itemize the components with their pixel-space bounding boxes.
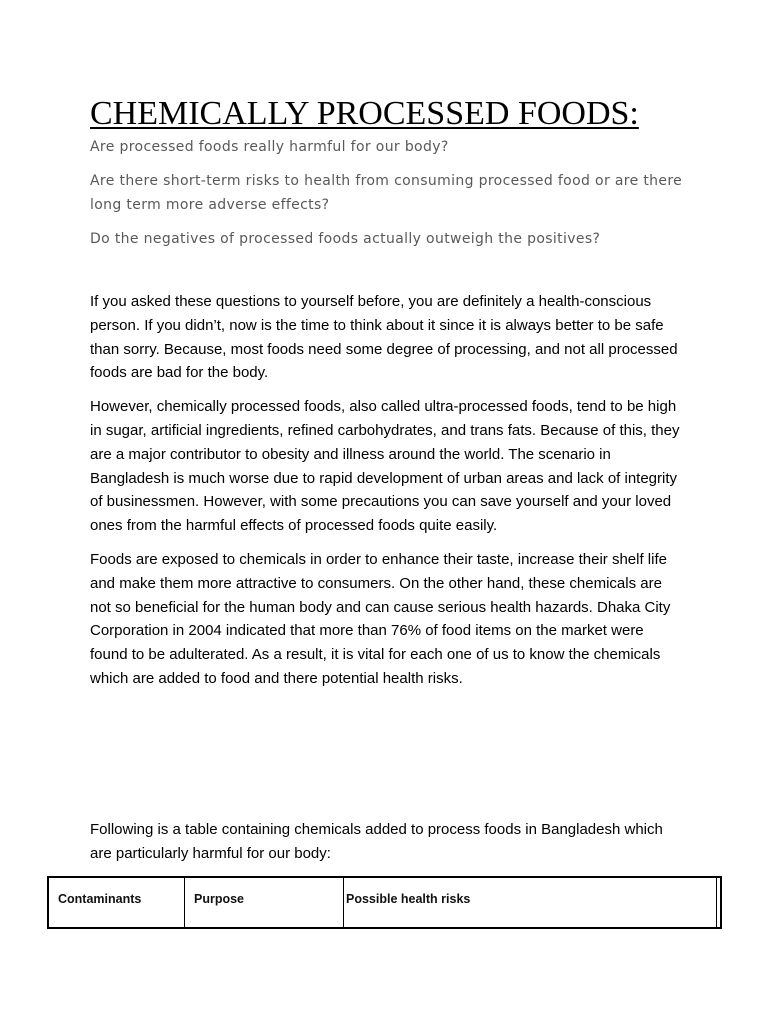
table-header-health-risks: Possible health risks xyxy=(344,878,720,927)
body-section xyxy=(90,290,680,701)
question-2: Are there short-term risks to health from consuming processed food or are there long term more adverse effects? xyxy=(90,173,683,213)
table-header-row xyxy=(49,878,720,927)
paragraph-1: If you asked these questions to yourself before, you are definitely a health-conscious person. If you didn’t, now is the time to think about it since it is always better to be safe than sorry. Because, most foods need some degree of processing, and not all processed foods are bad for the body. xyxy=(90,293,678,382)
table-header-purpose: Purpose xyxy=(185,878,344,927)
contaminants-table xyxy=(47,876,722,929)
table-header-contaminants: Contaminants xyxy=(49,878,185,927)
table-intro: Following is a table containing chemicals added to process foods in Bangladesh which are particularly harmful for our body: xyxy=(90,821,663,862)
question-3: Do the negatives of processed foods actually outweigh the positives? xyxy=(90,231,601,247)
page-title: CHEMICALLY PROCESSED FOODS: xyxy=(90,95,639,132)
paragraph-3: Foods are exposed to chemicals in order to enhance their taste, increase their shelf life and make them more attractive to consumers. On the other hand, these chemicals are not so beneficial for the human body and can cause serious health hazards. Dhaka City Corporation in 2004 indicated that more than 76% of food items on the market were found to be adulterated. As a result, it is vital for each one of us to know the chemicals which are added to food and there potential health risks. xyxy=(90,550,671,687)
table-intro-section xyxy=(90,818,680,876)
paragraph-2: However, chemically processed foods, also called ultra-processed foods, tend to be high in sugar, artificial ingredients, refined carbohydrates, and trans fats. Because of this, they are a major contributor to obesity and illness around the world. The scenario in Bangladesh is much worse due to rapid development of urban areas and lack of integrity of businessmen. However, with some precautions you can save yourself and your loved ones from the harmful effects of processed foods quite easily. xyxy=(90,398,680,535)
question-1: Are processed foods really harmful for our body? xyxy=(90,139,449,155)
questions-section xyxy=(90,135,690,261)
